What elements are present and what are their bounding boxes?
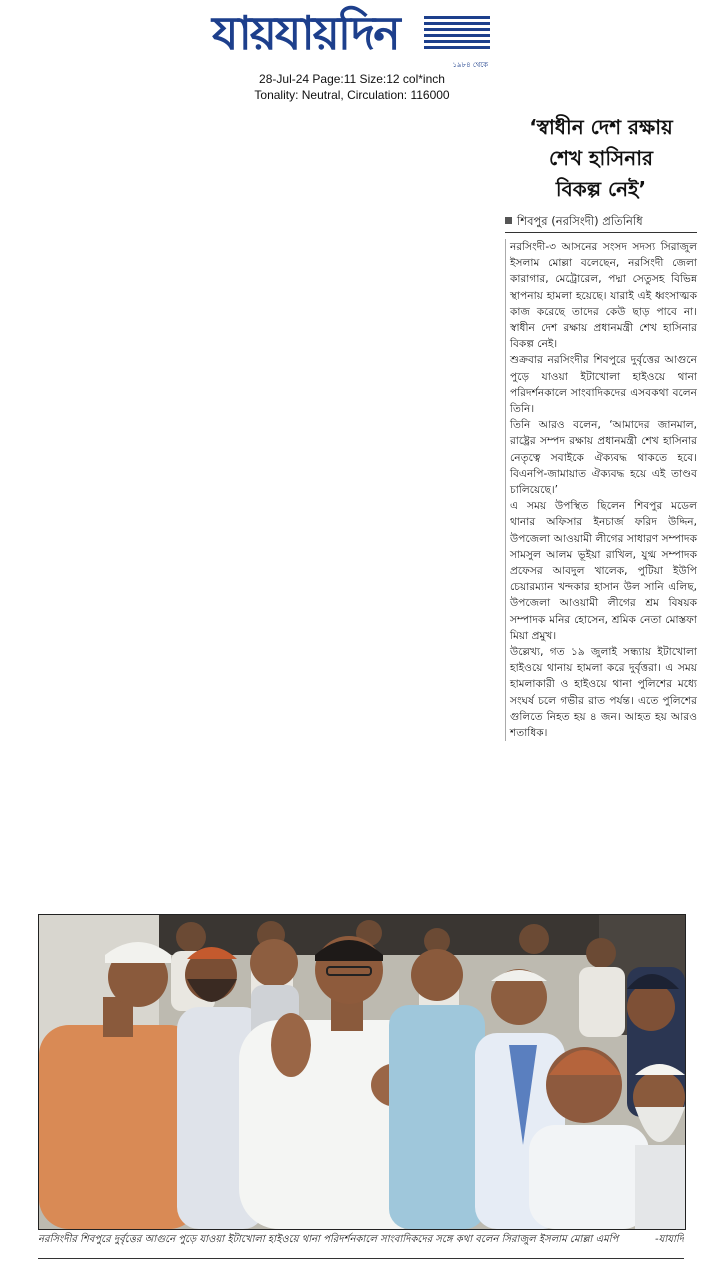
headline-line: ‘স্বাধীন দেশ রক্ষায়: [529, 115, 673, 139]
article: [505, 112, 697, 741]
square-bullet-icon: [505, 217, 512, 224]
article-paragraph: উল্লেখ্য, গত ১৯ জুলাই সন্ধ্যায় ইটাখোলা হাইওয়ে থানায় হামলা করে দুর্বৃত্তরা। এ সময় হামলাকারী ও হাইওয়ে থানা পুলিশের মধ্যে সংঘর্ষ চলে গভীর রাত পর্যন্ত। এতে পুলিশের গুলিতে নিহত হয় ৪ জন। আহত হয় আরও শতাধিক।: [510, 646, 697, 740]
article-paragraph: এ সময় উপস্থিত ছিলেন শিবপুর মডেল থানার অফিসার ইনচার্জ ফরিদ উদ্দিন, উপজেলা আওয়ামী লীগের সাধারণ সম্পাদক সামসুল আলম ভূইয়া রাখিল, যুগ্ম সম্পাদক প্রফেসর আবদুল খালেক, পুটিয়া ইউপি চেয়ারম্যান খন্দকার হাসান উল সানি এলিছ, উপজেলা আওয়ামী লীগের শ্রম বিষয়ক সম্পাদক মনির হোসেন, শ্রমিক নেতা মোস্তফা মিয়া প্রমুখ।: [510, 500, 697, 642]
photo-caption-text: নরসিংদীর শিবপুরে দুর্বৃত্তের আগুনে পুড়ে যাওয়া ইটাখোলা হাইওয়ে থানা পরিদর্শনকালে সাংবাদিকদের সঙ্গে কথা বলেন সিরাজুল ইসলাম মোল্লা এমপি: [38, 1234, 619, 1245]
clipping-date-page-size: 28-Jul-24 Page:11 Size:12 col*inch: [259, 72, 445, 86]
headline-line: শেখ হাসিনার: [548, 146, 654, 170]
logo-stripes-decoration: [424, 16, 490, 54]
article-paragraph: শুক্রবার নরসিংদীর শিবপুরে দুর্বৃত্তের আগুনে পুড়ে যাওয়া ইটাখোলা হাইওয়ে থানা পরিদর্শনকালে সাংবাদিকদের এসবকথা বলেন তিনি।: [510, 354, 697, 416]
byline-text: শিবপুর (নরসিংদী) প্রতিনিধি: [517, 214, 643, 228]
headline: [505, 112, 697, 205]
article-paragraph: নরসিংদী-৩ আসনের সংসদ সদস্য সিরাজুল ইসলাম মোল্লা বলেছেন, নরসিংদী জেলা কারাগার, মেট্রোরেল, পদ্মা সেতুসহ বিভিন্ন স্থাপনায় হামলা হয়েছে। যারাই এই ধ্বংসাত্মক কাজ করেছে তাদের কেউ ছাড় পাবে না। স্বাধীন দেশ রক্ষায় প্রধানমন্ত্রী শেখ হাসিনার বিকল্প নেই।: [510, 241, 697, 351]
newspaper-logo: [212, 2, 492, 68]
bottom-divider: [38, 1258, 684, 1259]
photo-caption: [38, 1232, 684, 1249]
article-paragraph: তিনি আরও বলেন, ‘আমাদের জানমাল, রাষ্ট্রের সম্পদ রক্ষায় প্রধানমন্ত্রী শেখ হাসিনার নেতৃত্বে সবাইকে ঐক্যবদ্ধ থাকতে হবে। বিএনপি-জামায়াত ঐক্যবদ্ধ হয়ে এই তাণ্ডব চালিয়েছে।’: [510, 419, 697, 497]
masthead: [0, 0, 704, 105]
news-photo: [38, 914, 686, 1230]
article-body: [505, 239, 697, 741]
byline: [505, 213, 697, 233]
photo-credit: -যাযাদি: [651, 1232, 684, 1249]
headline-line: বিকল্প নেই’: [555, 177, 647, 201]
news-photo-illustration: [39, 915, 685, 1229]
logo-wordmark: যায়যায়দিন: [212, 6, 399, 60]
clipping-tonality-circulation: Tonality: Neutral, Circulation: 116000: [254, 88, 450, 102]
logo-since-text: ১৯৮৪ থেকে: [452, 61, 488, 69]
